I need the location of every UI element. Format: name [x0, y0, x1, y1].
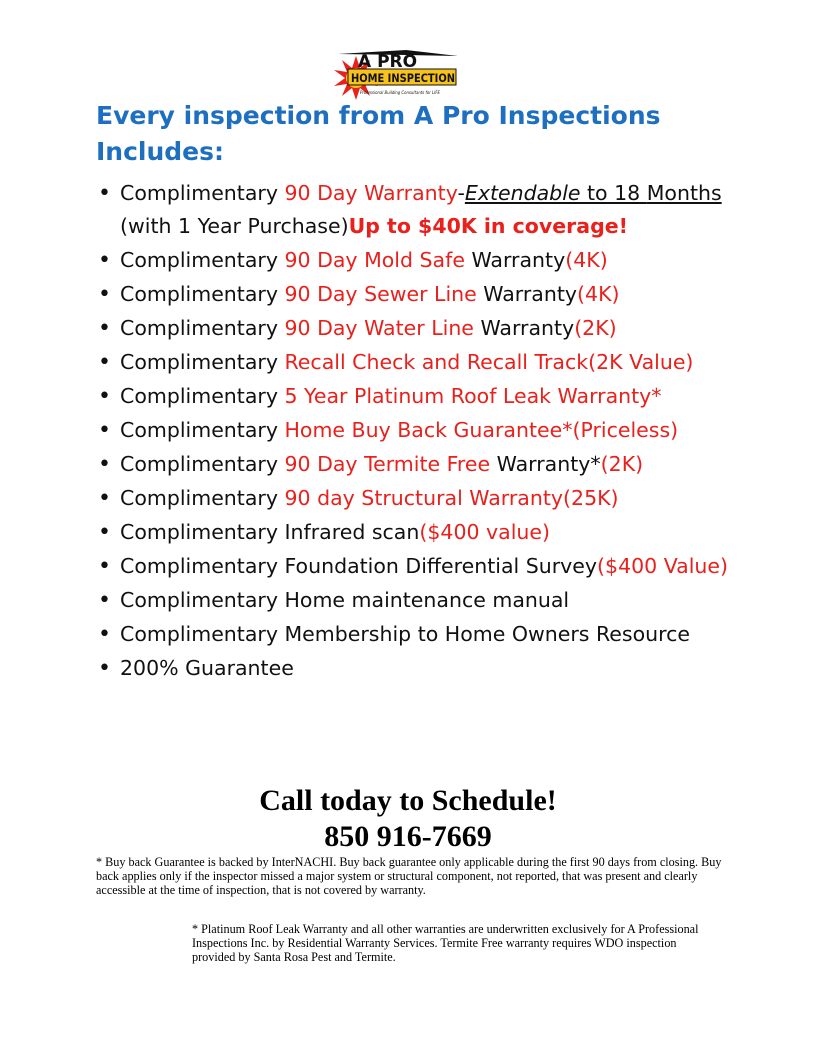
item-extendable: Extendable	[464, 181, 581, 205]
item-highlight: 90 Day Termite Free	[284, 452, 491, 476]
item-prefix: Complimentary	[120, 384, 285, 408]
item-purchase: (with 1 Year Purchase)	[120, 214, 349, 238]
item-highlight: Recall Check and Recall Track(2K Value)	[284, 350, 694, 374]
list-item	[96, 177, 736, 243]
list-item	[96, 516, 736, 549]
list-item	[96, 448, 736, 481]
item-prefix: Complimentary Foundation Differential Survey	[120, 554, 598, 578]
feature-list	[96, 177, 736, 686]
list-item	[96, 584, 736, 617]
item-text: Warranty	[476, 282, 578, 306]
phone-number[interactable]: 850 916-7669	[324, 820, 492, 853]
item-prefix: Complimentary	[120, 452, 285, 476]
logo-tagline: Professional Building Consultants for LIFE	[360, 90, 441, 95]
item-highlight: Home Buy Back Guarantee*(Priceless)	[284, 418, 679, 442]
item-value: ($400 Value)	[597, 554, 729, 578]
item-value: (2K)	[600, 452, 644, 476]
list-item	[96, 652, 736, 685]
item-prefix: Complimentary	[120, 418, 285, 442]
list-item	[96, 550, 736, 583]
item-text: Warranty*	[490, 452, 601, 476]
item-prefix: Complimentary	[120, 316, 285, 340]
item-highlight: 90 Day Mold Safe	[284, 248, 465, 272]
list-item	[96, 244, 736, 277]
list-item	[96, 482, 736, 515]
item-highlight: 90 Day Sewer Line	[284, 282, 477, 306]
item-prefix: Complimentary Infrared scan	[120, 520, 420, 544]
list-item	[96, 312, 736, 345]
item-dash: -	[457, 181, 465, 205]
item-prefix: Complimentary	[120, 181, 285, 205]
item-coverage: Up to $40K in coverage!	[348, 214, 629, 238]
buyback-footnote: * Buy back Guarantee is backed by InterNACHI. Buy back guarantee only applicable during the first 90 days from closing. Buy back applies only if the inspector missed a major system or structural component, not reported, that was present and clearly accessible at the time of inspection, that is not covered by warranty.	[96, 855, 722, 898]
item-highlight: 5 Year Platinum Roof Leak Warranty*	[284, 384, 662, 408]
starburst-logo-icon	[336, 46, 460, 102]
platinum-footnote: * Platinum Roof Leak Warranty and all other warranties are underwritten exclusively for A Professional Inspections Inc. by Residential Warranty Services. Termite Free warranty requires WDO inspection provided by Santa Rosa Pest and Termite.	[192, 922, 699, 965]
item-prefix: Complimentary	[120, 282, 285, 306]
list-item	[96, 278, 736, 311]
list-item	[96, 618, 736, 651]
item-prefix: Complimentary	[120, 248, 285, 272]
item-text: 200% Guarantee	[120, 656, 294, 680]
logo-name-text: HOME INSPECTION	[351, 71, 455, 85]
list-item	[96, 380, 736, 413]
item-prefix: Complimentary	[120, 486, 285, 510]
item-months: Months	[646, 181, 722, 205]
item-text: Complimentary Membership to Home Owners Resource	[120, 622, 690, 646]
item-value: (4K)	[577, 282, 620, 306]
item-text: Warranty	[473, 316, 575, 340]
item-highlight: 90 Day Water Line	[284, 316, 474, 340]
list-item	[96, 414, 736, 447]
call-to-action: Call today to Schedule!	[259, 784, 557, 817]
item-highlight: 90 Day Warranty	[284, 181, 458, 205]
logo-top-text: A PRO	[358, 52, 418, 72]
list-item	[96, 346, 736, 379]
item-value: ($400 value)	[419, 520, 551, 544]
item-text: Complimentary Home maintenance manual	[120, 588, 570, 612]
item-prefix: Complimentary	[120, 350, 285, 374]
item-text: Warranty	[464, 248, 566, 272]
item-value: (2K)	[574, 316, 617, 340]
item-to: to 18	[580, 181, 647, 205]
item-value: (4K)	[565, 248, 608, 272]
page-heading: Every inspection from A Pro Inspections Includes:	[96, 101, 661, 166]
item-highlight: 90 day Structural Warranty(25K)	[284, 486, 619, 510]
company-logo	[336, 46, 460, 102]
